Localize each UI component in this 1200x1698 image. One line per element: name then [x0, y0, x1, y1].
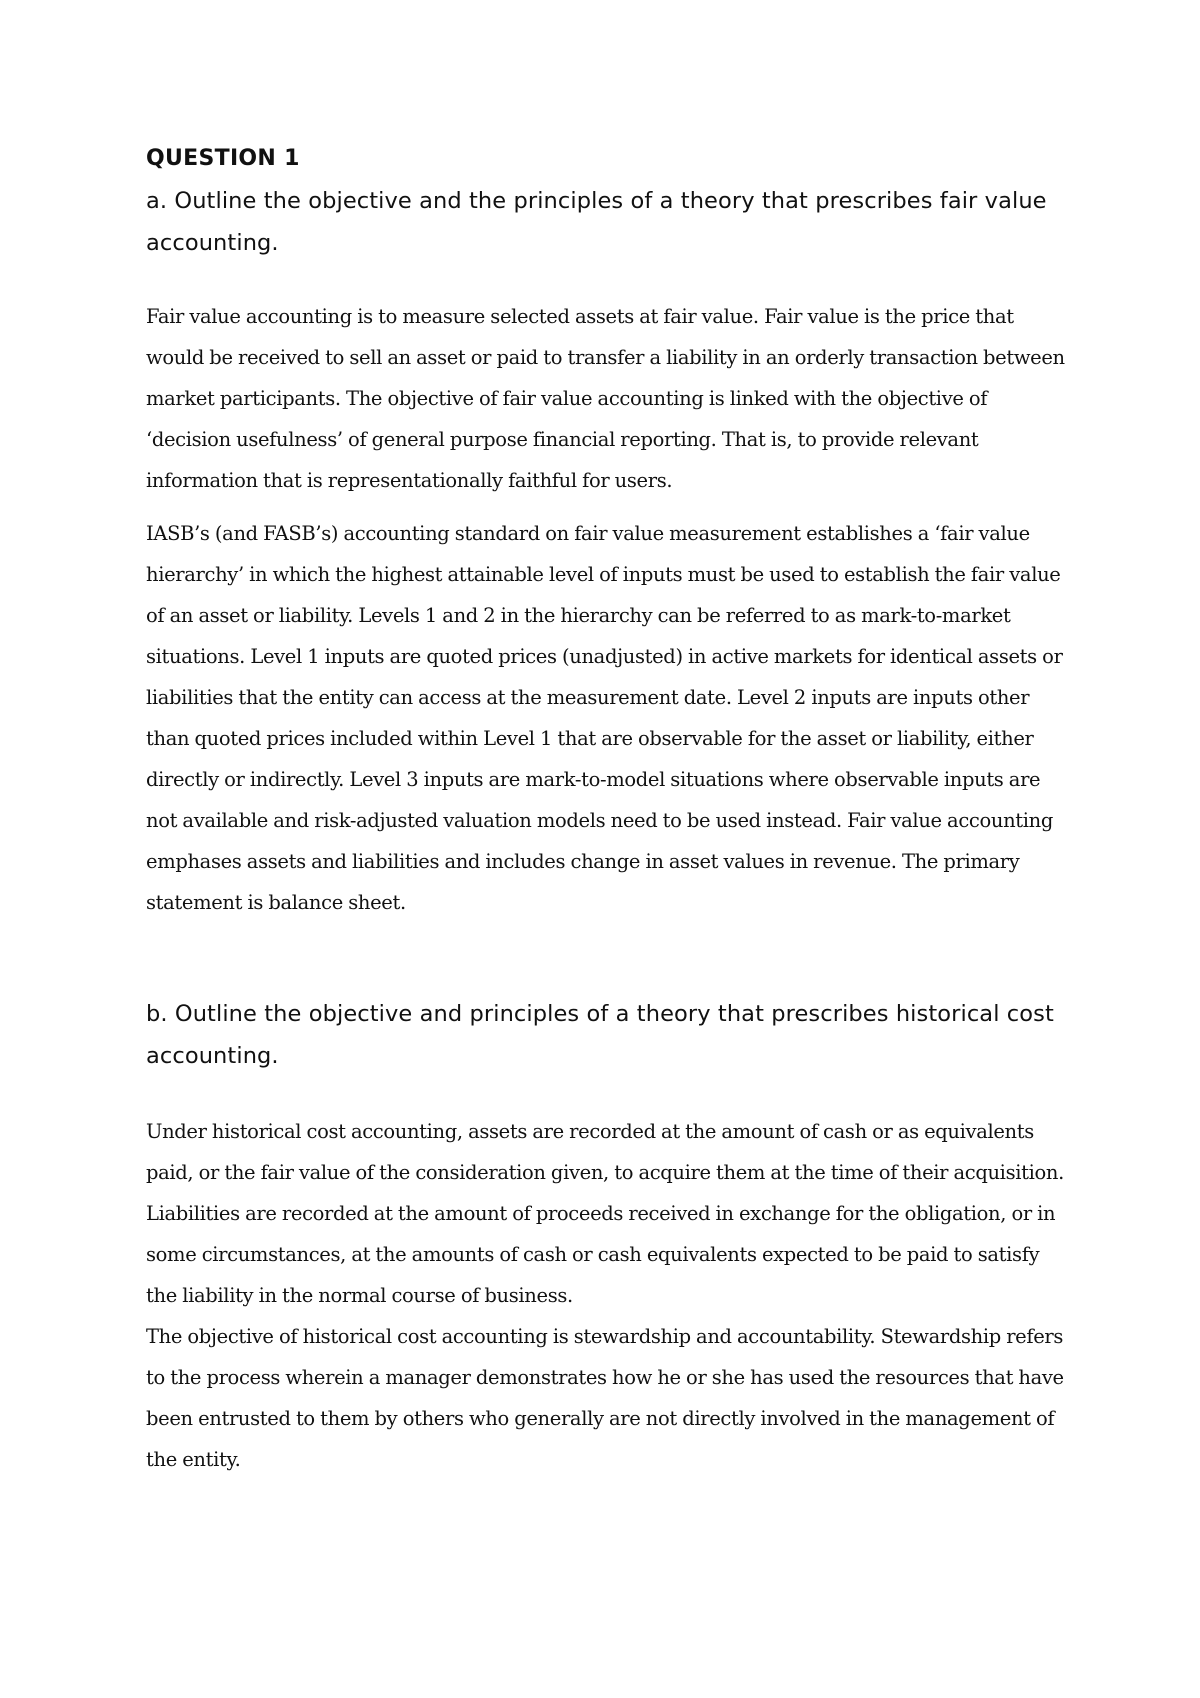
document-body — [146, 142, 1066, 1480]
part-b-paragraph-1: Under historical cost accounting, assets are recorded at the amount of cash or as equivalents paid, or the fair value of the consideration given, to acquire them at the time of their acquisition. Liabilities are recorded at the amount of proceeds received in exchange for the obligation, or in some circumstances, at the amounts of cash or cash equivalents expected to be paid to satisfy the liability in the normal course of business. — [146, 1120, 1064, 1307]
part-b-heading: b. Outline the objective and principles of a theory that prescribes historical cost accounting. — [146, 1001, 1054, 1069]
part-a-paragraph-1: Fair value accounting is to measure selected assets at fair value. Fair value is the price that would be received to sell an asset or paid to transfer a liability in an orderly transaction between market participants. The objective of fair value accounting is linked with the objective of ‘decision usefulness’ of general purpose financial reporting. That is, to provide relevant information that is representationally faithful for users. — [146, 305, 1065, 492]
question-title: QUESTION 1 — [146, 146, 300, 171]
part-a-heading: a. Outline the objective and the principles of a theory that prescribes fair value accounting. — [146, 188, 1047, 256]
part-a-paragraph-2: IASB’s (and FASB’s) accounting standard on fair value measurement establishes a ‘fair value hierarchy’ in which the highest attainable level of inputs must be used to establish the fair value of an asset or liability. Levels 1 and 2 in the hierarchy can be referred to as mark-to-market situations. Level 1 inputs are quoted prices (unadjusted) in active markets for identical assets or liabilities that the entity can access at the measurement date. Level 2 inputs are inputs other than quoted prices included within Level 1 that are observable for the asset or liability, either directly or indirectly. Level 3 inputs are mark-to-model situations where observable inputs are not available and risk-adjusted valuation models need to be used instead. Fair value accounting emphases assets and liabilities and includes change in asset values in revenue. The primary statement is balance sheet. — [146, 522, 1063, 914]
part-b-paragraph-2: The objective of historical cost accounting is stewardship and accountability. Stewardship refers to the process wherein a manager demonstrates how he or she has used the resources that have been entrusted to them by others who generally are not directly involved in the management of the entity. — [146, 1325, 1064, 1471]
